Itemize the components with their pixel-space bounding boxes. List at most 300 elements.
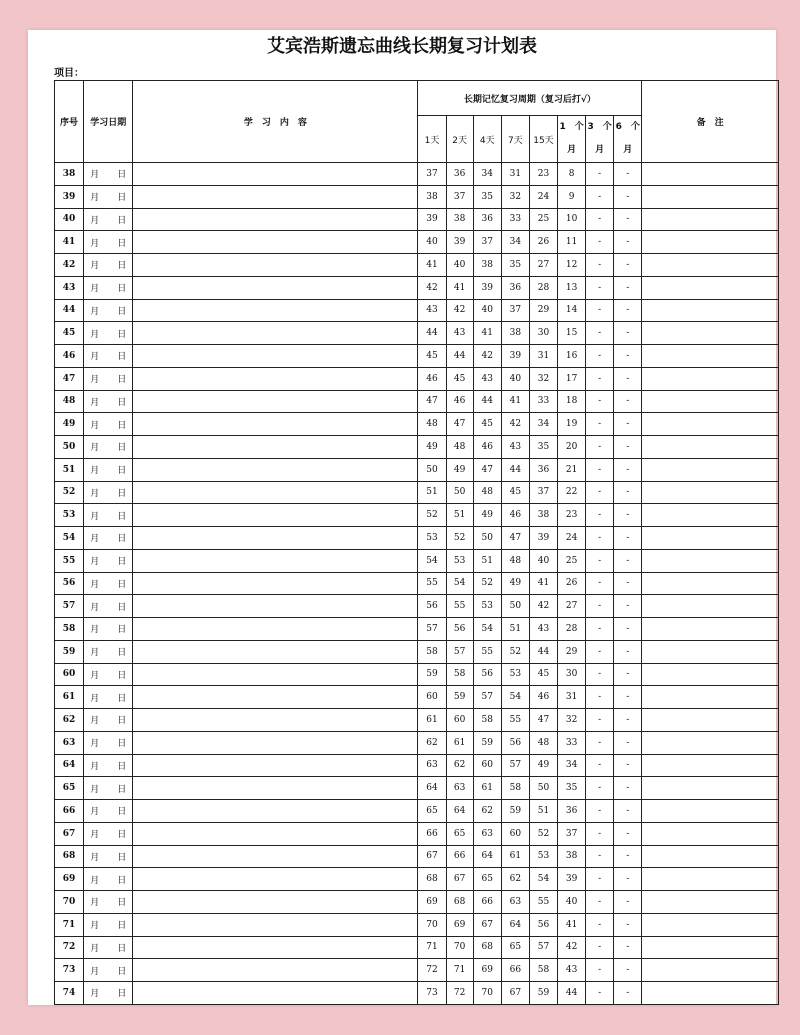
row-review-cell[interactable]: 50 (529, 777, 557, 800)
row-review-cell[interactable]: - (614, 504, 642, 527)
row-review-cell[interactable]: 57 (418, 618, 446, 641)
row-review-cell[interactable]: 63 (446, 777, 473, 800)
row-review-cell[interactable]: 19 (558, 413, 586, 436)
row-date-field[interactable] (84, 185, 133, 208)
row-review-cell[interactable]: 54 (446, 572, 473, 595)
row-content-field[interactable] (133, 663, 418, 686)
row-review-cell[interactable]: 39 (558, 868, 586, 891)
row-review-cell[interactable]: 42 (558, 936, 586, 959)
row-review-cell[interactable]: 43 (418, 299, 446, 322)
row-review-cell[interactable]: 39 (446, 231, 473, 254)
row-review-cell[interactable]: 46 (529, 686, 557, 709)
row-content-field[interactable] (133, 936, 418, 959)
row-review-cell[interactable]: 51 (501, 618, 529, 641)
row-review-cell[interactable]: - (586, 299, 614, 322)
row-review-cell[interactable]: 44 (418, 322, 446, 345)
row-content-field[interactable] (133, 458, 418, 481)
row-review-cell[interactable]: 50 (501, 595, 529, 618)
row-review-cell[interactable]: 28 (558, 618, 586, 641)
row-review-cell[interactable]: 16 (558, 345, 586, 368)
row-remark-field[interactable] (642, 845, 779, 868)
row-review-cell[interactable]: 13 (558, 276, 586, 299)
row-review-cell[interactable]: 60 (418, 686, 446, 709)
row-review-cell[interactable]: 48 (473, 481, 501, 504)
row-review-cell[interactable]: - (614, 231, 642, 254)
row-review-cell[interactable]: 41 (558, 913, 586, 936)
row-review-cell[interactable]: 58 (418, 640, 446, 663)
row-review-cell[interactable]: 36 (529, 458, 557, 481)
row-review-cell[interactable]: 56 (501, 731, 529, 754)
row-review-cell[interactable]: 61 (446, 731, 473, 754)
row-review-cell[interactable]: 68 (418, 868, 446, 891)
row-review-cell[interactable]: 28 (529, 276, 557, 299)
row-date-field[interactable] (84, 686, 133, 709)
row-review-cell[interactable]: 44 (501, 458, 529, 481)
row-review-cell[interactable]: 62 (501, 868, 529, 891)
row-review-cell[interactable]: - (586, 481, 614, 504)
row-review-cell[interactable]: 69 (418, 891, 446, 914)
row-review-cell[interactable]: 65 (446, 822, 473, 845)
row-review-cell[interactable]: 67 (446, 868, 473, 891)
row-review-cell[interactable]: 45 (501, 481, 529, 504)
row-date-field[interactable] (84, 868, 133, 891)
row-review-cell[interactable]: - (586, 185, 614, 208)
row-review-cell[interactable]: 69 (446, 913, 473, 936)
row-date-field[interactable] (84, 208, 133, 231)
row-review-cell[interactable]: 50 (418, 458, 446, 481)
row-review-cell[interactable]: 45 (529, 663, 557, 686)
row-date-field[interactable] (84, 276, 133, 299)
row-remark-field[interactable] (642, 163, 779, 186)
row-review-cell[interactable]: 59 (418, 663, 446, 686)
row-review-cell[interactable]: 46 (473, 436, 501, 459)
row-review-cell[interactable]: - (614, 458, 642, 481)
row-content-field[interactable] (133, 276, 418, 299)
row-review-cell[interactable]: 51 (446, 504, 473, 527)
row-review-cell[interactable]: - (614, 800, 642, 823)
row-review-cell[interactable]: 29 (558, 640, 586, 663)
row-review-cell[interactable]: 45 (473, 413, 501, 436)
row-review-cell[interactable]: 55 (446, 595, 473, 618)
row-review-cell[interactable]: 15 (558, 322, 586, 345)
row-review-cell[interactable]: 46 (418, 367, 446, 390)
row-review-cell[interactable]: 67 (418, 845, 446, 868)
row-review-cell[interactable]: - (586, 549, 614, 572)
row-review-cell[interactable]: 66 (473, 891, 501, 914)
row-content-field[interactable] (133, 367, 418, 390)
row-review-cell[interactable]: 40 (473, 299, 501, 322)
row-review-cell[interactable]: 54 (501, 686, 529, 709)
row-date-field[interactable] (84, 618, 133, 641)
row-review-cell[interactable]: 38 (501, 322, 529, 345)
row-review-cell[interactable]: - (614, 185, 642, 208)
row-review-cell[interactable]: 57 (529, 936, 557, 959)
row-review-cell[interactable]: 67 (501, 982, 529, 1005)
row-review-cell[interactable]: 11 (558, 231, 586, 254)
row-content-field[interactable] (133, 845, 418, 868)
row-review-cell[interactable]: 63 (418, 754, 446, 777)
row-review-cell[interactable]: 37 (501, 299, 529, 322)
row-review-cell[interactable]: 53 (529, 845, 557, 868)
row-review-cell[interactable]: 60 (473, 754, 501, 777)
row-review-cell[interactable]: 44 (446, 345, 473, 368)
row-remark-field[interactable] (642, 595, 779, 618)
row-review-cell[interactable]: 38 (446, 208, 473, 231)
row-review-cell[interactable]: - (586, 800, 614, 823)
row-content-field[interactable] (133, 640, 418, 663)
row-review-cell[interactable]: - (586, 891, 614, 914)
row-review-cell[interactable]: 23 (529, 163, 557, 186)
row-review-cell[interactable]: 34 (558, 754, 586, 777)
row-review-cell[interactable]: 63 (501, 891, 529, 914)
row-review-cell[interactable]: 32 (558, 709, 586, 732)
row-review-cell[interactable]: 41 (529, 572, 557, 595)
row-review-cell[interactable]: 42 (501, 413, 529, 436)
row-review-cell[interactable]: 40 (446, 254, 473, 277)
row-date-field[interactable] (84, 572, 133, 595)
row-content-field[interactable] (133, 731, 418, 754)
row-review-cell[interactable]: - (586, 868, 614, 891)
row-content-field[interactable] (133, 572, 418, 595)
row-review-cell[interactable]: - (614, 413, 642, 436)
row-review-cell[interactable]: 58 (446, 663, 473, 686)
row-review-cell[interactable]: - (586, 276, 614, 299)
row-review-cell[interactable]: 55 (473, 640, 501, 663)
row-remark-field[interactable] (642, 959, 779, 982)
row-review-cell[interactable]: 21 (558, 458, 586, 481)
row-review-cell[interactable]: - (586, 231, 614, 254)
row-review-cell[interactable]: 65 (418, 800, 446, 823)
row-content-field[interactable] (133, 254, 418, 277)
row-review-cell[interactable]: - (614, 367, 642, 390)
row-review-cell[interactable]: 41 (446, 276, 473, 299)
row-review-cell[interactable]: 48 (418, 413, 446, 436)
row-review-cell[interactable]: 64 (501, 913, 529, 936)
row-remark-field[interactable] (642, 731, 779, 754)
row-review-cell[interactable]: 43 (501, 436, 529, 459)
row-review-cell[interactable]: 45 (418, 345, 446, 368)
row-content-field[interactable] (133, 322, 418, 345)
row-remark-field[interactable] (642, 345, 779, 368)
row-remark-field[interactable] (642, 504, 779, 527)
row-review-cell[interactable]: 51 (473, 549, 501, 572)
row-review-cell[interactable]: 49 (418, 436, 446, 459)
row-review-cell[interactable]: 23 (558, 504, 586, 527)
row-review-cell[interactable]: 37 (473, 231, 501, 254)
row-date-field[interactable] (84, 800, 133, 823)
row-review-cell[interactable]: - (586, 959, 614, 982)
row-date-field[interactable] (84, 845, 133, 868)
row-review-cell[interactable]: 42 (418, 276, 446, 299)
row-review-cell[interactable]: 49 (446, 458, 473, 481)
row-review-cell[interactable]: - (586, 345, 614, 368)
row-review-cell[interactable]: 64 (473, 845, 501, 868)
row-review-cell[interactable]: 12 (558, 254, 586, 277)
row-review-cell[interactable]: 9 (558, 185, 586, 208)
row-review-cell[interactable]: - (614, 663, 642, 686)
row-review-cell[interactable]: 61 (473, 777, 501, 800)
row-review-cell[interactable]: 44 (558, 982, 586, 1005)
row-review-cell[interactable]: 71 (418, 936, 446, 959)
row-content-field[interactable] (133, 913, 418, 936)
row-review-cell[interactable]: - (614, 868, 642, 891)
row-review-cell[interactable]: 62 (446, 754, 473, 777)
row-content-field[interactable] (133, 299, 418, 322)
row-review-cell[interactable]: - (586, 572, 614, 595)
row-review-cell[interactable]: 10 (558, 208, 586, 231)
row-review-cell[interactable]: 68 (446, 891, 473, 914)
row-review-cell[interactable]: - (614, 299, 642, 322)
row-review-cell[interactable]: 49 (529, 754, 557, 777)
row-content-field[interactable] (133, 595, 418, 618)
row-review-cell[interactable]: 43 (473, 367, 501, 390)
row-review-cell[interactable]: 66 (418, 822, 446, 845)
row-review-cell[interactable]: 31 (501, 163, 529, 186)
row-remark-field[interactable] (642, 777, 779, 800)
row-review-cell[interactable]: - (586, 413, 614, 436)
row-review-cell[interactable]: 34 (529, 413, 557, 436)
row-review-cell[interactable]: - (586, 777, 614, 800)
row-review-cell[interactable]: 52 (418, 504, 446, 527)
row-review-cell[interactable]: 49 (501, 572, 529, 595)
row-remark-field[interactable] (642, 185, 779, 208)
row-review-cell[interactable]: 57 (446, 640, 473, 663)
row-review-cell[interactable]: 37 (418, 163, 446, 186)
row-review-cell[interactable]: 53 (501, 663, 529, 686)
row-review-cell[interactable]: 70 (446, 936, 473, 959)
row-remark-field[interactable] (642, 572, 779, 595)
row-review-cell[interactable]: 52 (446, 527, 473, 550)
row-date-field[interactable] (84, 640, 133, 663)
row-content-field[interactable] (133, 163, 418, 186)
row-review-cell[interactable]: - (586, 390, 614, 413)
row-review-cell[interactable]: 39 (529, 527, 557, 550)
row-content-field[interactable] (133, 982, 418, 1005)
row-review-cell[interactable]: - (586, 254, 614, 277)
row-date-field[interactable] (84, 367, 133, 390)
row-review-cell[interactable]: 57 (501, 754, 529, 777)
row-review-cell[interactable]: 37 (529, 481, 557, 504)
row-review-cell[interactable]: 36 (501, 276, 529, 299)
row-review-cell[interactable]: 68 (473, 936, 501, 959)
row-review-cell[interactable]: 39 (473, 276, 501, 299)
row-date-field[interactable] (84, 458, 133, 481)
row-review-cell[interactable]: 42 (446, 299, 473, 322)
row-review-cell[interactable]: - (614, 982, 642, 1005)
row-content-field[interactable] (133, 618, 418, 641)
row-review-cell[interactable]: 30 (529, 322, 557, 345)
row-remark-field[interactable] (642, 754, 779, 777)
row-review-cell[interactable]: 70 (473, 982, 501, 1005)
row-content-field[interactable] (133, 527, 418, 550)
row-remark-field[interactable] (642, 436, 779, 459)
row-review-cell[interactable]: - (614, 481, 642, 504)
row-remark-field[interactable] (642, 891, 779, 914)
row-review-cell[interactable]: 35 (473, 185, 501, 208)
row-review-cell[interactable]: 58 (473, 709, 501, 732)
row-review-cell[interactable]: 33 (529, 390, 557, 413)
row-review-cell[interactable]: 54 (418, 549, 446, 572)
row-review-cell[interactable]: 33 (558, 731, 586, 754)
row-review-cell[interactable]: 41 (473, 322, 501, 345)
row-review-cell[interactable]: 48 (446, 436, 473, 459)
row-review-cell[interactable]: - (586, 458, 614, 481)
row-review-cell[interactable]: 60 (501, 822, 529, 845)
row-remark-field[interactable] (642, 390, 779, 413)
row-date-field[interactable] (84, 936, 133, 959)
row-content-field[interactable] (133, 436, 418, 459)
row-content-field[interactable] (133, 413, 418, 436)
row-review-cell[interactable]: 50 (473, 527, 501, 550)
row-review-cell[interactable]: - (586, 822, 614, 845)
row-review-cell[interactable]: 26 (558, 572, 586, 595)
row-review-cell[interactable]: 41 (501, 390, 529, 413)
row-content-field[interactable] (133, 549, 418, 572)
row-review-cell[interactable]: 59 (473, 731, 501, 754)
row-review-cell[interactable]: 34 (501, 231, 529, 254)
row-remark-field[interactable] (642, 458, 779, 481)
row-review-cell[interactable]: 54 (529, 868, 557, 891)
row-review-cell[interactable]: - (614, 709, 642, 732)
row-review-cell[interactable]: 39 (501, 345, 529, 368)
row-date-field[interactable] (84, 231, 133, 254)
row-review-cell[interactable]: - (614, 572, 642, 595)
row-review-cell[interactable]: 55 (529, 891, 557, 914)
row-remark-field[interactable] (642, 982, 779, 1005)
row-review-cell[interactable]: 49 (473, 504, 501, 527)
row-review-cell[interactable]: - (614, 731, 642, 754)
row-date-field[interactable] (84, 709, 133, 732)
row-date-field[interactable] (84, 322, 133, 345)
row-review-cell[interactable]: 47 (473, 458, 501, 481)
row-review-cell[interactable]: 62 (418, 731, 446, 754)
row-content-field[interactable] (133, 390, 418, 413)
row-review-cell[interactable]: 58 (529, 959, 557, 982)
row-review-cell[interactable]: 38 (418, 185, 446, 208)
row-review-cell[interactable]: 47 (501, 527, 529, 550)
row-remark-field[interactable] (642, 322, 779, 345)
row-content-field[interactable] (133, 959, 418, 982)
row-review-cell[interactable]: 55 (418, 572, 446, 595)
row-date-field[interactable] (84, 663, 133, 686)
row-review-cell[interactable]: - (614, 276, 642, 299)
row-remark-field[interactable] (642, 481, 779, 504)
row-remark-field[interactable] (642, 936, 779, 959)
row-content-field[interactable] (133, 777, 418, 800)
row-date-field[interactable] (84, 913, 133, 936)
row-review-cell[interactable]: - (586, 663, 614, 686)
row-review-cell[interactable]: 37 (446, 185, 473, 208)
row-review-cell[interactable]: - (586, 163, 614, 186)
row-review-cell[interactable]: 38 (473, 254, 501, 277)
row-review-cell[interactable]: 43 (558, 959, 586, 982)
row-date-field[interactable] (84, 595, 133, 618)
row-review-cell[interactable]: 61 (501, 845, 529, 868)
row-content-field[interactable] (133, 185, 418, 208)
row-review-cell[interactable]: 51 (529, 800, 557, 823)
row-date-field[interactable] (84, 413, 133, 436)
row-review-cell[interactable]: 25 (558, 549, 586, 572)
row-date-field[interactable] (84, 254, 133, 277)
row-content-field[interactable] (133, 686, 418, 709)
row-review-cell[interactable]: - (614, 891, 642, 914)
row-review-cell[interactable]: 44 (529, 640, 557, 663)
row-review-cell[interactable]: 40 (501, 367, 529, 390)
row-remark-field[interactable] (642, 367, 779, 390)
row-content-field[interactable] (133, 481, 418, 504)
row-review-cell[interactable]: - (614, 959, 642, 982)
row-review-cell[interactable]: 58 (501, 777, 529, 800)
row-review-cell[interactable]: 57 (473, 686, 501, 709)
row-remark-field[interactable] (642, 549, 779, 572)
row-review-cell[interactable]: 27 (529, 254, 557, 277)
row-review-cell[interactable]: 52 (501, 640, 529, 663)
row-review-cell[interactable]: - (614, 322, 642, 345)
row-review-cell[interactable]: 42 (473, 345, 501, 368)
row-review-cell[interactable]: - (586, 208, 614, 231)
row-review-cell[interactable]: 24 (529, 185, 557, 208)
row-remark-field[interactable] (642, 527, 779, 550)
row-content-field[interactable] (133, 891, 418, 914)
row-content-field[interactable] (133, 800, 418, 823)
row-review-cell[interactable]: 22 (558, 481, 586, 504)
row-review-cell[interactable]: 38 (529, 504, 557, 527)
row-review-cell[interactable]: - (614, 549, 642, 572)
row-review-cell[interactable]: - (586, 618, 614, 641)
row-review-cell[interactable]: 27 (558, 595, 586, 618)
row-review-cell[interactable]: - (586, 731, 614, 754)
row-review-cell[interactable]: 32 (529, 367, 557, 390)
row-review-cell[interactable]: 24 (558, 527, 586, 550)
row-review-cell[interactable]: - (614, 390, 642, 413)
row-review-cell[interactable]: 36 (558, 800, 586, 823)
row-review-cell[interactable]: - (614, 618, 642, 641)
row-review-cell[interactable]: 33 (501, 208, 529, 231)
row-remark-field[interactable] (642, 254, 779, 277)
row-content-field[interactable] (133, 231, 418, 254)
row-remark-field[interactable] (642, 663, 779, 686)
row-review-cell[interactable]: - (614, 163, 642, 186)
row-review-cell[interactable]: 35 (501, 254, 529, 277)
row-review-cell[interactable]: - (586, 504, 614, 527)
row-remark-field[interactable] (642, 231, 779, 254)
row-review-cell[interactable]: 40 (418, 231, 446, 254)
row-review-cell[interactable]: 64 (418, 777, 446, 800)
row-review-cell[interactable]: - (614, 345, 642, 368)
row-review-cell[interactable]: 50 (446, 481, 473, 504)
row-review-cell[interactable]: 35 (558, 777, 586, 800)
row-content-field[interactable] (133, 868, 418, 891)
row-review-cell[interactable]: 44 (473, 390, 501, 413)
row-date-field[interactable] (84, 390, 133, 413)
row-date-field[interactable] (84, 504, 133, 527)
row-date-field[interactable] (84, 891, 133, 914)
row-review-cell[interactable]: 59 (446, 686, 473, 709)
row-review-cell[interactable]: 32 (501, 185, 529, 208)
row-review-cell[interactable]: - (614, 254, 642, 277)
row-review-cell[interactable]: 62 (473, 800, 501, 823)
row-review-cell[interactable]: 59 (529, 982, 557, 1005)
row-review-cell[interactable]: 29 (529, 299, 557, 322)
row-date-field[interactable] (84, 731, 133, 754)
row-review-cell[interactable]: 56 (446, 618, 473, 641)
row-content-field[interactable] (133, 822, 418, 845)
row-date-field[interactable] (84, 436, 133, 459)
row-review-cell[interactable]: 25 (529, 208, 557, 231)
row-review-cell[interactable]: 35 (529, 436, 557, 459)
row-review-cell[interactable]: 14 (558, 299, 586, 322)
row-review-cell[interactable]: - (614, 436, 642, 459)
